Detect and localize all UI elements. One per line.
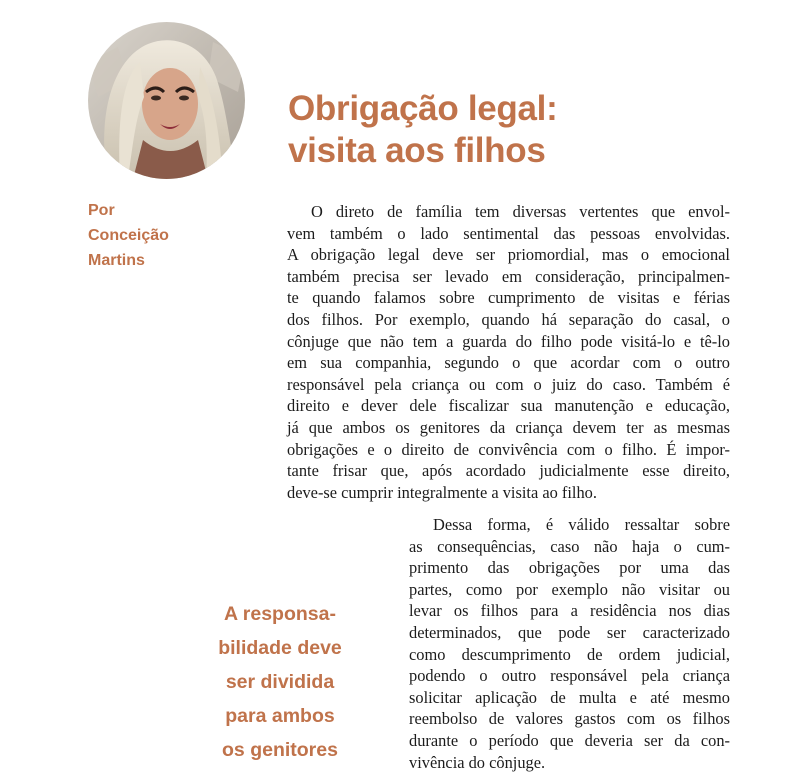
author-photo [88,22,245,179]
byline-line: Por [88,202,115,219]
text-line: cônjuge que não tem a guarda do filho pode visitá-lo e tê-lo [287,331,730,351]
pull-quote-line: os genitores [222,739,338,761]
article-paragraph-1 [287,201,730,503]
author-portrait-icon [88,22,245,179]
text-line: A obrigação legal deve ser priomordial, mas o emocional [287,245,730,265]
text-line: durante o período que deveria ser da con- [409,730,730,750]
text-line: obrigações e o direito de convivência com o filho. É impor- [287,439,730,459]
article-paragraph-2 [409,514,730,773]
author-last-name: Martins [88,252,145,269]
text-line: vem também o lado sentimental das pessoas envolvidas. [287,223,730,243]
text-line: como descumprimento de ordem judicial, [409,644,730,664]
text-line: te quando falamos sobre cumprimento de visitas e férias [287,288,730,308]
pull-quote-line: A responsa- [224,603,336,625]
text-line: solicitar aplicação de multa e até mesmo [409,687,730,707]
title-line: Obrigação legal: [288,89,558,128]
text-line: O direto de família tem diversas vertentes que envol- [311,202,730,221]
text-line: já que ambos os genitores da criança devem ter as mesmas [287,417,730,437]
text-line: tante frisar que, após acordado judicialmente esse direito, [287,461,730,481]
title-line: visita aos filhos [288,131,546,170]
pull-quote-line: ser dividida [225,671,335,693]
text-line: primento das obrigações por uma das [409,558,730,578]
text-line: determinados, que pode ser caracterizado [409,622,730,642]
article-title [288,88,708,172]
text-line: podendo o outro responsável pela criança [409,666,730,686]
text-line: vivência do cônjuge. [409,752,546,772]
text-line: direito e dever dele fiscalizar sua manutenção e educação, [287,396,730,416]
text-line: também precisa ser levado em consideração, principalmen- [287,266,730,286]
text-line: partes, como por exemplo não visitar ou [409,579,730,599]
pull-quote-line: para ambos [225,705,335,727]
author-byline [88,198,169,273]
text-line: deve-se cumprir integralmente a visita ao filho. [287,482,597,502]
text-line: reembolso de valores gastos com os filhos [409,709,730,729]
author-first-name: Conceição [88,227,169,244]
text-line: dos filhos. Por exemplo, quando há separação do casal, o [287,309,730,329]
text-line: levar os filhos para a residência nos dias [409,601,730,621]
pull-quote [190,597,370,767]
pull-quote-line: bilidade deve [218,637,342,659]
text-line: Dessa forma, é válido ressaltar sobre [433,515,730,534]
text-line: responsável pela criança ou com o juiz do caso. Também é [287,374,730,394]
text-line: em sua companhia, segundo o que acordar com o outro [287,353,730,373]
text-line: as consequências, caso não haja o cum- [409,536,730,556]
